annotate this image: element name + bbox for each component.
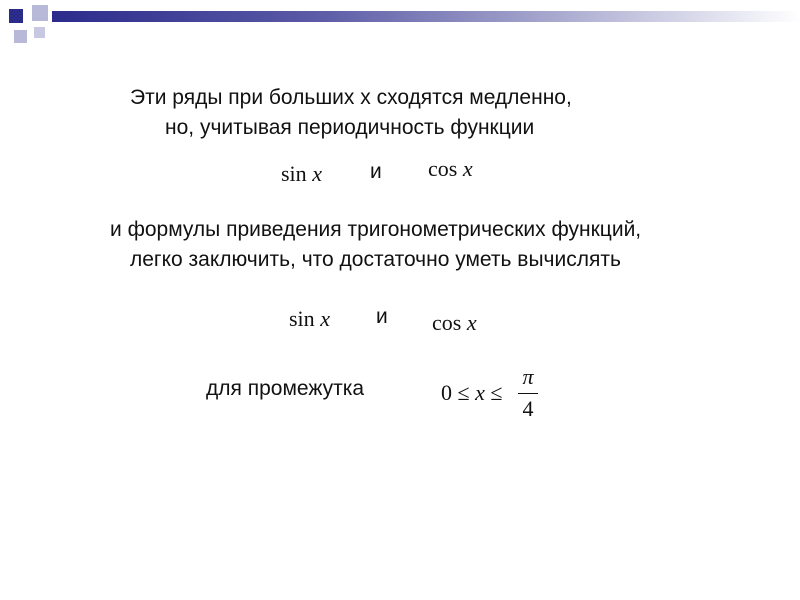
text-line-4: легко заключить, что достаточно уметь вычислять [130, 248, 621, 271]
decor-square-top-left [9, 9, 23, 23]
inequality-right: ≤ [490, 380, 503, 405]
sin-function: sin [289, 306, 315, 331]
cos-function: cos [428, 156, 458, 181]
variable-x: x [462, 156, 473, 181]
formula-sin-x-2 [289, 307, 330, 331]
inequality-left: 0 ≤ [441, 380, 470, 405]
decor-square-bottom-left [14, 30, 27, 43]
fraction-bar [518, 393, 538, 394]
text-line-1: Эти ряды при больших x сходятся медленно, [130, 86, 572, 109]
title-gradient-bar [52, 11, 800, 22]
cos-function: cos [432, 310, 462, 335]
text-line-3: и формулы приведения тригонометрических функций, [110, 218, 642, 241]
variable-x: x [475, 380, 485, 405]
decor-square-bottom-right [34, 27, 45, 38]
sin-function: sin [281, 161, 307, 186]
inequality-expression [441, 381, 502, 405]
formula-sin-x-1 [281, 162, 322, 186]
variable-x: x [320, 306, 330, 331]
pi-symbol: π [522, 364, 534, 389]
interval-label: для промежутка [206, 377, 365, 400]
formula-cos-x-2 [432, 311, 477, 335]
variable-x: x [466, 310, 477, 335]
text-line-2: но, учитывая периодичность функции [165, 116, 535, 139]
conjunction-and-1: и [370, 160, 382, 183]
conjunction-and-2: и [376, 305, 388, 328]
formula-cos-x-1 [428, 157, 473, 181]
variable-x: x [312, 161, 322, 186]
fraction-pi-over-4 [516, 366, 540, 422]
decor-square-top-right [32, 5, 48, 21]
fraction-denominator: 4 [522, 396, 534, 421]
